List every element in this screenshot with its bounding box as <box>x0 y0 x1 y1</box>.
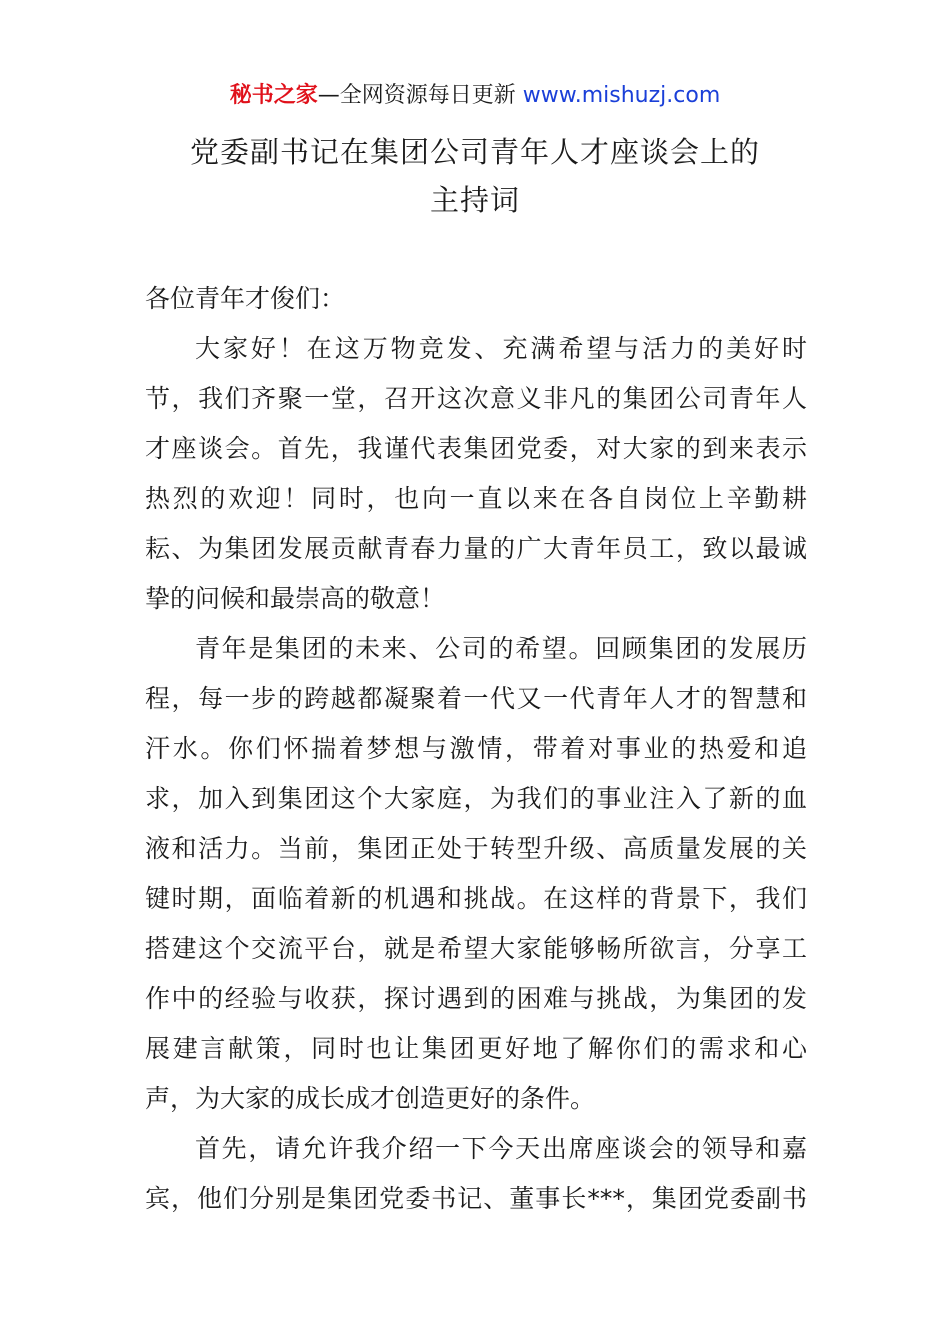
site-url-link[interactable]: www.mishuzj.com <box>522 83 721 108</box>
paragraph-2 <box>145 624 807 1124</box>
paragraph-line: 首先，请允许我介绍一下今天出席座谈会的领导和嘉 <box>195 1134 807 1163</box>
paragraph-line: 节，我们齐聚一堂，召开这次意义非凡的集团公司青年人 <box>145 384 807 413</box>
paragraph-line: 程，每一步的跨越都凝聚着一代又一代青年人才的智慧和 <box>145 684 807 713</box>
document-title <box>0 128 950 224</box>
paragraph-line: 青年是集团的未来、公司的希望。回顾集团的发展历 <box>195 634 807 663</box>
site-brand: 秘书之家 <box>229 83 318 108</box>
paragraph-line: 液和活力。当前，集团正处于转型升级、高质量发展的关 <box>145 834 807 863</box>
paragraph-line: 键时期，面临着新的机遇和挑战。在这样的背景下，我们 <box>145 884 807 913</box>
paragraph-line: 搭建这个交流平台，就是希望大家能够畅所欲言，分享工 <box>145 934 807 963</box>
paragraph-line: 耘、为集团发展贡献青春力量的广大青年员工，致以最诚 <box>145 534 807 563</box>
paragraph-line: 大家好！在这万物竞发、充满希望与活力的美好时 <box>195 334 807 363</box>
paragraph-line: 展建言献策，同时也让集团更好地了解你们的需求和心 <box>145 1034 807 1063</box>
paragraph-line: 热烈的欢迎！同时，也向一直以来在各自岗位上辛勤耕 <box>145 484 807 513</box>
paragraph-line: 汗水。你们怀揣着梦想与激情，带着对事业的热爱和追 <box>145 734 807 763</box>
title-line-1: 党委副书记在集团公司青年人才座谈会上的 <box>189 135 760 169</box>
paragraph-line: 声，为大家的成长成才创造更好的条件。 <box>145 1084 596 1113</box>
salutation: 各位青年才俊们： <box>145 284 346 313</box>
paragraph-3 <box>145 1124 807 1224</box>
paragraph-line: 挚的问候和最崇高的敬意！ <box>145 584 446 613</box>
paragraph-line: 宾，他们分别是集团党委书记、董事长***，集团党委副书 <box>145 1184 807 1213</box>
paragraph-1 <box>145 324 807 624</box>
paragraph-line: 作中的经验与收获，探讨遇到的困难与挑战，为集团的发 <box>145 984 807 1013</box>
site-tagline: —全网资源每日更新 <box>317 83 516 108</box>
title-line-2: 主持词 <box>429 183 520 217</box>
document-body <box>145 274 807 1224</box>
site-header <box>0 80 950 112</box>
paragraph-line: 求，加入到集团这个大家庭，为我们的事业注入了新的血 <box>145 784 807 813</box>
paragraph-line: 才座谈会。首先，我谨代表集团党委，对大家的到来表示 <box>145 434 807 463</box>
